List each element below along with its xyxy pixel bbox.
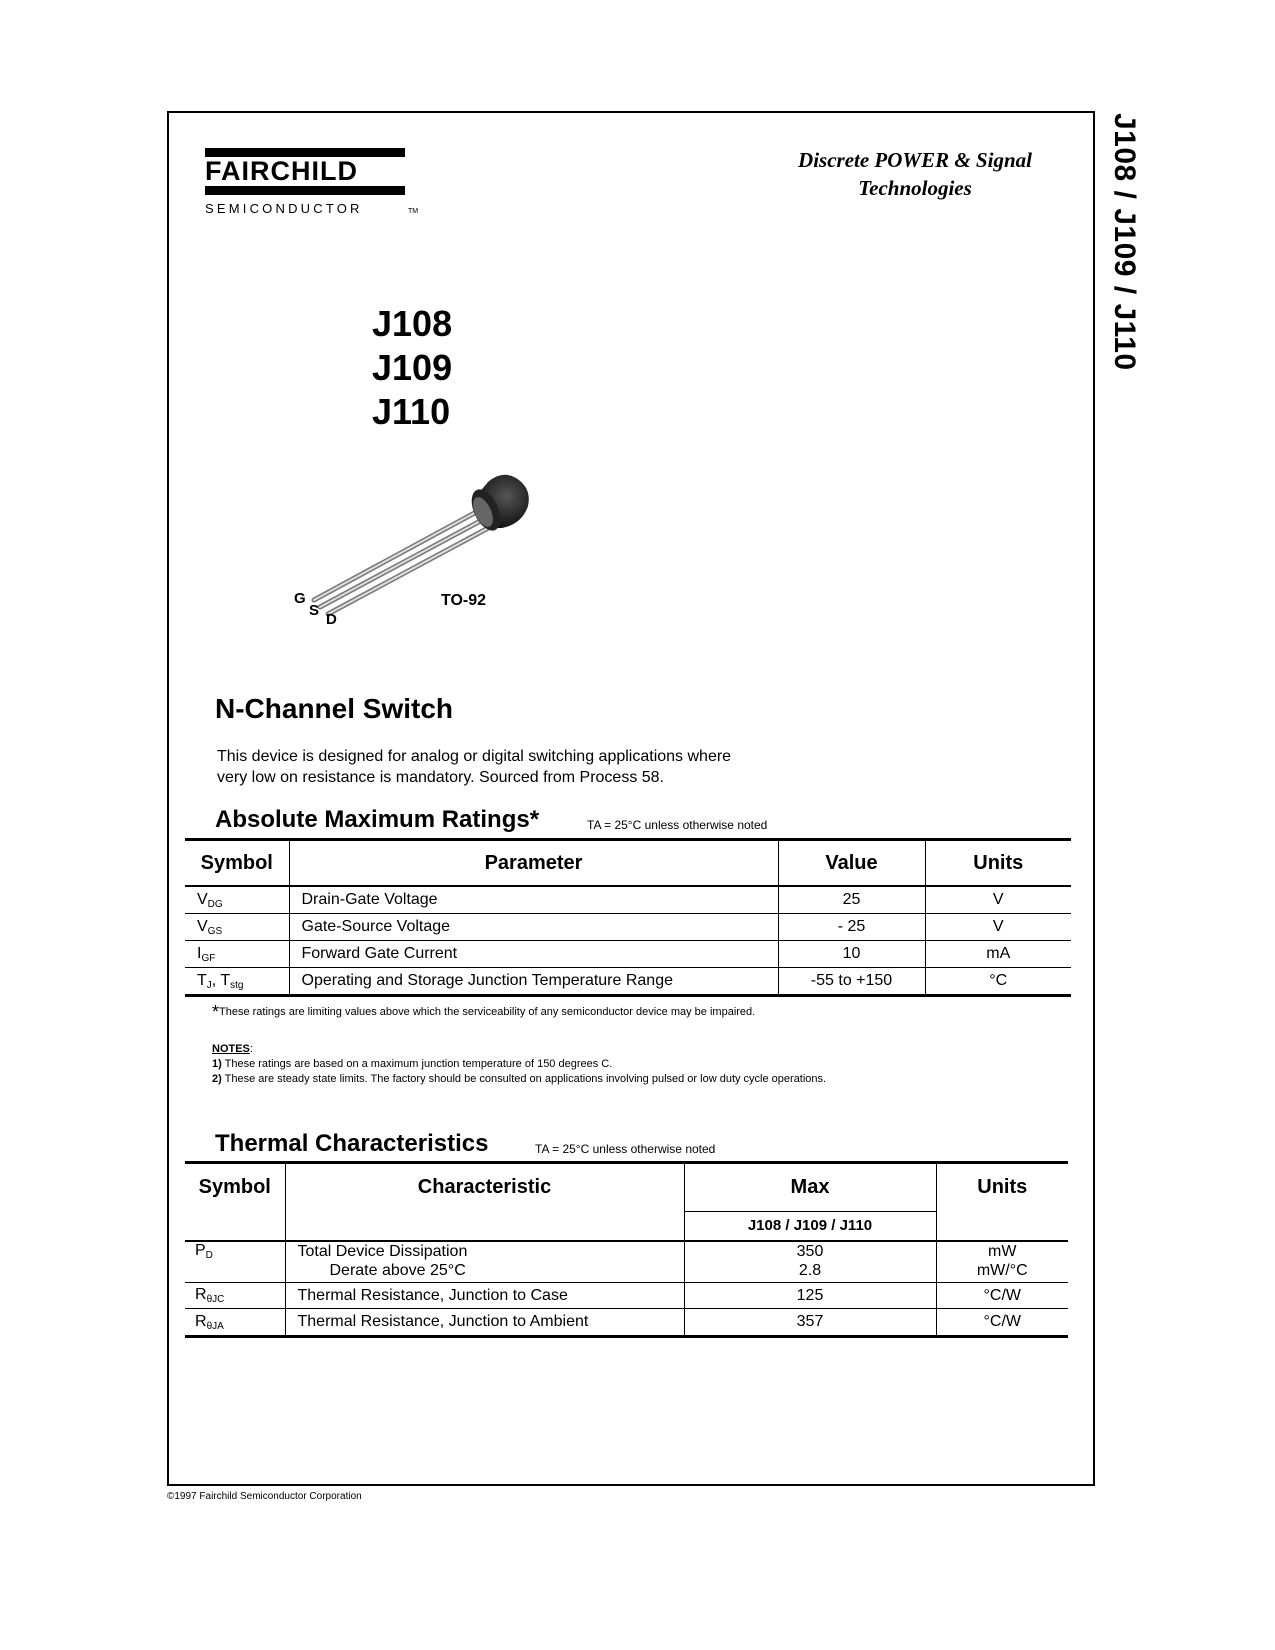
part-number-3: J110: [372, 391, 451, 432]
thermal-header-characteristic: Characteristic: [285, 1163, 684, 1242]
value-cell: 10: [778, 941, 925, 968]
abs-max-condition: TA = 25°C unless otherwise noted: [587, 818, 768, 832]
device-description: [217, 746, 777, 788]
thermal-header-units: Units: [936, 1163, 1068, 1242]
to92-package-image: [290, 470, 550, 630]
logo-company: FAIRCHILD: [205, 156, 358, 186]
tagline-line1: Discrete POWER & Signal: [798, 148, 1032, 172]
notes-block: [212, 1042, 826, 1087]
unit-cell: °C/W: [936, 1283, 1068, 1309]
value-cell: - 25: [778, 914, 925, 941]
table-row: [185, 941, 1071, 968]
abs-max-header-row: [185, 840, 1071, 887]
table-row: [185, 1241, 1068, 1283]
abs-header-units: Units: [925, 840, 1071, 887]
footnote-star: *: [212, 1002, 220, 1022]
symbol-cell: $P_D$: [185, 1241, 285, 1283]
copyright-footer: ©1997 Fairchild Semiconductor Corporation: [167, 1491, 362, 1502]
description-line-2: very low on resistance is mandatory. Sourced from Process 58.: [217, 769, 664, 786]
unit-cell: mA: [925, 941, 1071, 968]
note-item: 2) These are steady state limits. The factory should be consulted on applications involving pulsed or low duty cycle operations.: [212, 1073, 827, 1085]
max-cell: 357: [684, 1309, 936, 1337]
thermal-header-max: Max: [684, 1163, 936, 1212]
ratings-footnote: [212, 1002, 755, 1023]
note-item: 1) These ratings are based on a maximum junction temperature of 150 degrees C.: [212, 1058, 613, 1070]
thermal-header-row: [185, 1163, 1068, 1212]
characteristic-cell: Total Device Dissipation Derate above 25°C: [285, 1241, 684, 1283]
abs-header-value: Value: [778, 840, 925, 887]
unit-cell: V: [925, 914, 1071, 941]
thermal-header-symbol: Symbol: [185, 1163, 285, 1242]
abs-header-parameter: Parameter: [289, 840, 778, 887]
device-subtitle: N-Channel Switch: [215, 693, 454, 724]
thermal-header-max-parts: J108 / J109 / J110: [684, 1211, 936, 1241]
pin-label-source: S: [309, 602, 320, 619]
footnote-text: These ratings are limiting values above which the serviceability of any semiconductor device may be impaired.: [219, 1006, 756, 1018]
parameter-cell: Gate-Source Voltage: [289, 914, 778, 941]
symbol-cell: $T_J$, $T_{stg}$: [185, 968, 289, 996]
fairchild-logo: [205, 148, 435, 228]
tagline-line2: Technologies: [858, 176, 972, 200]
table-row: [185, 1283, 1068, 1309]
max-cell: 350 2.8: [684, 1241, 936, 1283]
table-row: [185, 886, 1071, 914]
side-title: J108 / J109 / J110: [1108, 113, 1141, 371]
unit-cell: °C: [989, 972, 1008, 989]
notes-title: NOTES:: [212, 1043, 253, 1055]
pin-label-drain: D: [326, 611, 337, 628]
part-number-2: J109: [372, 347, 453, 388]
symbol-cell: $V_{GS}$: [185, 914, 289, 941]
logo-trademark: TM: [408, 208, 419, 215]
symbol-cell: $R_{\theta JA}$: [185, 1309, 285, 1337]
abs-header-symbol: Symbol: [185, 840, 289, 887]
parameter-cell: Operating and Storage Junction Temperature Range: [289, 968, 778, 996]
header-tagline: [760, 146, 1070, 202]
parameter-cell: Forward Gate Current: [289, 941, 778, 968]
thermal-condition: TA = 25°C unless otherwise noted: [535, 1142, 716, 1156]
characteristic-cell: Thermal Resistance, Junction to Case: [285, 1283, 684, 1309]
symbol-cell: $V_{DG}$: [185, 886, 289, 914]
unit-cell: °C/W: [983, 1313, 1021, 1330]
pin-label-gate: G: [294, 590, 306, 607]
max-cell: 125: [684, 1283, 936, 1309]
thermal-title: Thermal Characteristics: [215, 1130, 489, 1157]
unit-cell: mW mW/°C: [936, 1241, 1068, 1283]
table-row: [185, 968, 1071, 996]
parameter-cell: Drain-Gate Voltage: [289, 886, 778, 914]
value-cell: -55 to +150: [778, 968, 925, 996]
characteristic-cell: Thermal Resistance, Junction to Ambient: [285, 1309, 684, 1337]
value-cell: 25: [778, 886, 925, 914]
description-line-1: This device is designed for analog or digital switching applications where: [217, 748, 732, 765]
unit-cell: V: [925, 886, 1071, 914]
part-number-1: J108: [372, 303, 453, 344]
thermal-table: [185, 1161, 1068, 1338]
symbol-cell: $I_{GF}$: [185, 941, 289, 968]
logo-semiconductor: SEMICONDUCTOR: [205, 201, 363, 216]
package-label: TO-92: [441, 592, 487, 609]
table-row: [185, 914, 1071, 941]
table-row: [185, 1309, 1068, 1337]
abs-max-title: Absolute Maximum Ratings*: [215, 806, 540, 833]
symbol-cell: $R_{\theta JC}$: [185, 1283, 285, 1309]
abs-max-table: [185, 838, 1071, 997]
